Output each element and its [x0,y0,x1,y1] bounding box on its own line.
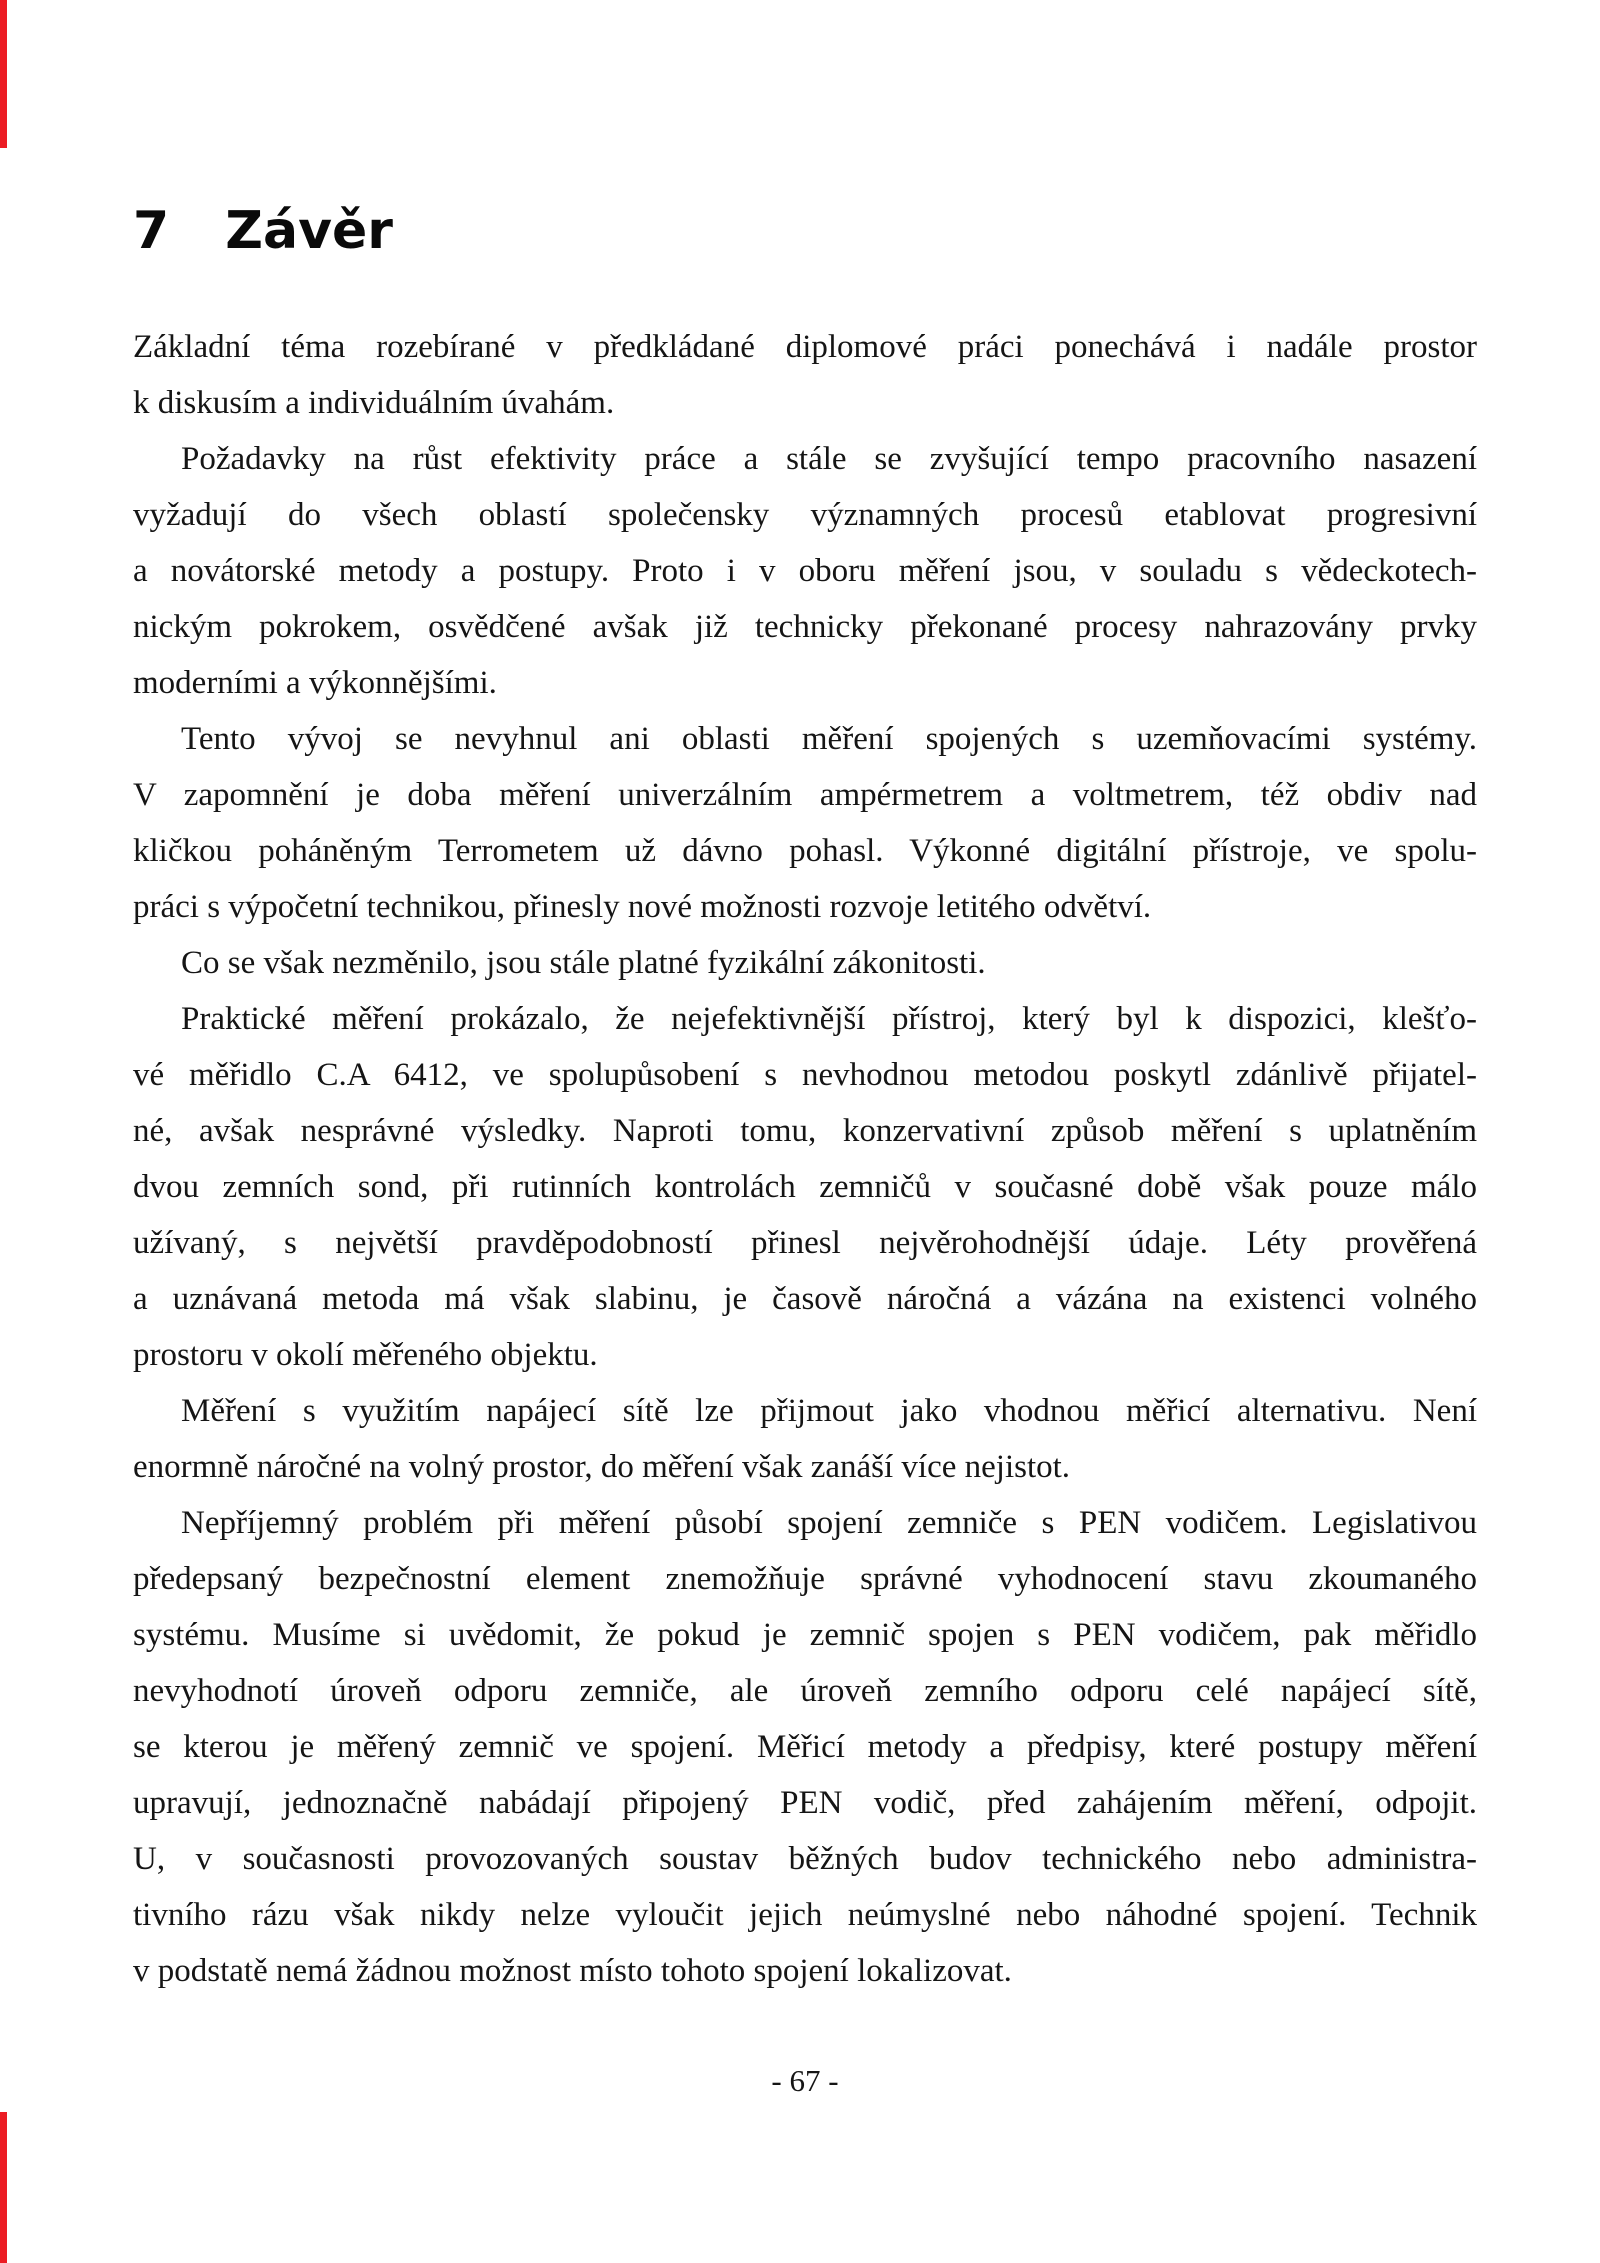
text-line: v podstatě nemá žádnou možnost místo tohoto spojení lokalizovat. [133,1953,1012,1989]
paragraph [133,1495,1477,1999]
text-line: nickým pokrokem, osvědčené avšak již technicky překonané procesy nahrazovány prvky [133,609,1477,645]
text-line: užívaný, s největší pravděpodobností přinesl nejvěrohodnější údaje. Léty prověřená [133,1225,1477,1261]
text-line: né, avšak nesprávné výsledky. Naproti tomu, konzervativní způsob měření s uplatněním [133,1113,1477,1149]
paragraph [133,935,1477,991]
page-content [133,201,1477,2101]
paragraph [133,1383,1477,1495]
text-line: tivního rázu však nikdy nelze vyloučit jejich neúmyslné nebo náhodné spojení. Technik [133,1897,1477,1933]
text-line: systému. Musíme si uvědomit, že pokud je zemnič spojen s PEN vodičem, pak měřidlo [133,1617,1477,1653]
text-line: kličkou poháněným Terrometem už dávno pohasl. Výkonné digitální přístroje, ve spolu- [133,833,1477,869]
text-line: Co se však nezměnilo, jsou stále platné fyzikální zákonitosti. [181,945,986,981]
text-line: nevyhodnotí úroveň odporu zemniče, ale úroveň zemního odporu celé napájecí sítě, [133,1673,1477,1709]
text-line: V zapomnění je doba měření univerzálním ampérmetrem a voltmetrem, též obdiv nad [133,777,1477,813]
scan-edge-mark-bottom [0,2112,7,2263]
text-line: práci s výpočetní technikou, přinesly nové možnosti rozvoje letitého odvětví. [133,889,1152,925]
text-line: prostoru v okolí měřeného objektu. [133,1337,598,1373]
chapter-number: 7 [133,201,170,261]
paragraph [133,991,1477,1383]
text-line: předepsaný bezpečnostní element znemožňuje správné vyhodnocení stavu zkoumaného [133,1561,1477,1597]
text-line: Praktické měření prokázalo, že nejefektivnější přístroj, který byl k dispozici, klešťo- [181,1001,1477,1037]
paragraph [133,431,1477,711]
text-line: Nepříjemný problém při měření působí spojení zemniče s PEN vodičem. Legislativou [181,1505,1477,1541]
chapter-heading [133,201,1477,261]
body-text [133,319,1477,1999]
text-line: Měření s využitím napájecí sítě lze přijmout jako vhodnou měřicí alternativu. Není [181,1393,1477,1429]
text-line: upravují, jednoznačně nabádají připojený PEN vodič, před zahájením měření, odpojit. [133,1785,1477,1821]
text-line: U, v současnosti provozovaných soustav běžných budov technického nebo administra- [133,1841,1477,1877]
text-line: Požadavky na růst efektivity práce a stále se zvyšující tempo pracovního nasazení [181,441,1477,477]
page-number: - 67 - [771,2063,839,2098]
text-line: moderními a výkonnějšími. [133,665,497,701]
paragraph [133,319,1477,431]
text-line: a novátorské metody a postupy. Proto i v oboru měření jsou, v souladu s vědeckotech- [133,553,1477,589]
text-line: k diskusím a individuálním úvahám. [133,385,615,421]
chapter-title: Závěr [225,201,393,261]
text-line: dvou zemních sond, při rutinních kontrolách zemničů v současné době však pouze málo [133,1169,1477,1205]
text-line: enormně náročné na volný prostor, do měření však zanáší více nejistot. [133,1449,1071,1485]
text-line: vyžadují do všech oblastí společensky významných procesů etablovat progresivní [133,497,1477,533]
text-line: vé měřidlo C.A 6412, ve spolupůsobení s nevhodnou metodou poskytl zdánlivě přijatel- [133,1057,1477,1093]
scan-edge-mark-top [0,0,7,148]
text-line: Základní téma rozebírané v předkládané diplomové práci ponechává i nadále prostor [133,329,1477,365]
paragraph [133,711,1477,935]
text-line: se kterou je měřený zemnič ve spojení. Měřicí metody a předpisy, které postupy měření [133,1729,1477,1765]
text-line: a uznávaná metoda má však slabinu, je časově náročná a vázána na existenci volného [133,1281,1477,1317]
text-line: Tento vývoj se nevyhnul ani oblasti měření spojených s uzemňovacími systémy. [181,721,1477,757]
